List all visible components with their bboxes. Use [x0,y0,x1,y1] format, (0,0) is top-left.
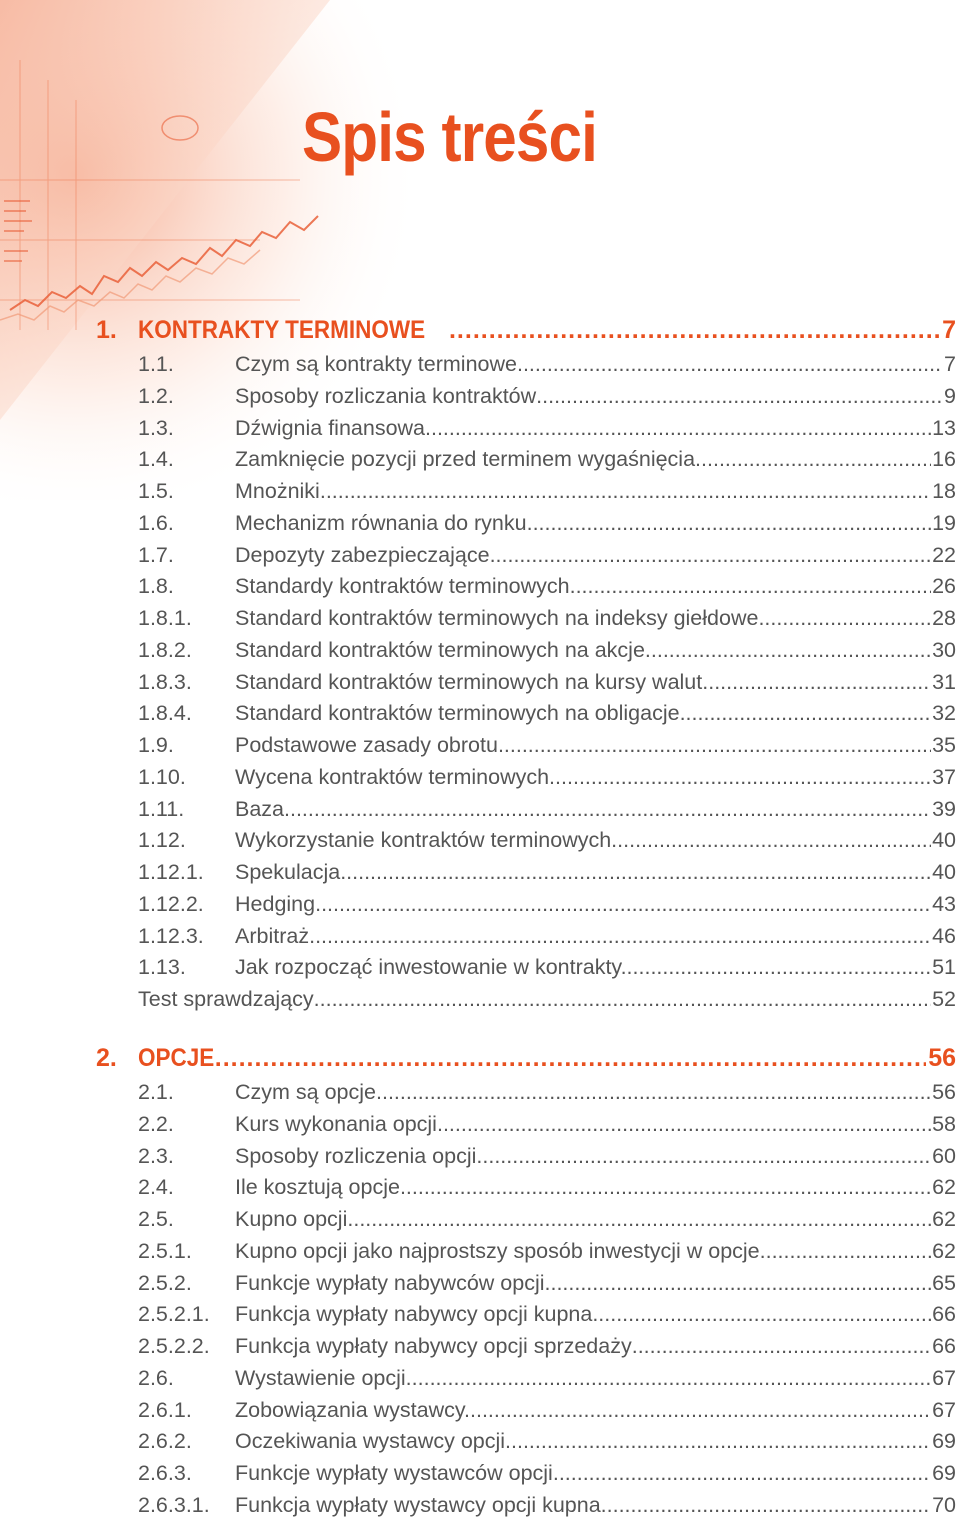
dot-leader [686,701,932,726]
toc-entry[interactable] [138,1302,956,1334]
section-number: 1.11. [138,796,185,821]
section-title: Dźwignia finansowa [235,415,426,440]
toc-entry[interactable] [138,1207,956,1239]
dot-leader [592,1302,931,1327]
dot-leader [412,1366,931,1391]
section-page-number: 32 [932,701,956,726]
dot-leader [315,892,931,917]
section-title: Funkcja wypłaty wystawcy opcji kupna [235,1492,601,1517]
section-number: 2.5. [138,1207,174,1231]
section-title: Funkcje wypłaty wystawców opcji [235,1461,553,1485]
section-number: 1.12.1. [138,860,204,884]
dot-leader [314,987,931,1012]
dot-leader [315,924,931,949]
dot-leader [517,352,943,377]
section-page-number: 66 [932,1334,956,1358]
section-title: Funkcja wypłaty nabywcy opcji kupna [235,1302,593,1327]
section-page-number: 56 [932,1080,956,1104]
toc-entry[interactable] [138,701,956,733]
dot-leader [617,828,931,853]
dot-leader [555,765,931,790]
section-number: 2.5.2. [138,1270,192,1295]
page-title: Spis treści [302,98,598,176]
section-number: 2.1. [138,1080,174,1104]
dot-leader [651,638,931,663]
dot-leader [449,316,940,345]
section-title: Sposoby rozliczania kontraktów [235,383,537,408]
section-title: Czym są opcje. [235,1080,382,1104]
section-title: Podstawowe zasady obrotu [235,733,498,757]
section-page-number: 22 [932,542,956,567]
section-title: Sposoby rozliczenia opcji. [235,1143,483,1168]
section-title: Standard kontraktów terminowych na indeksy giełdowe [235,606,759,630]
section-number: 1.6. [138,510,174,535]
section-number: 1.2. [138,383,174,408]
toc-entry[interactable] [138,447,956,479]
toc-entry[interactable] [138,765,956,797]
section-number: 1.12.3. [138,923,204,948]
section-number: 1.9. [138,733,174,757]
dot-leader [632,1334,931,1359]
dot-leader [536,384,943,409]
section-number: 2.6. [138,1365,174,1390]
section-page-number: 65 [932,1270,956,1295]
toc-entry[interactable] [138,1239,956,1271]
section-number: 1.8.1. [138,606,192,630]
section-number: 2.5.2.2. [138,1334,210,1358]
section-number: 2.6.2. [138,1429,192,1454]
dot-leader [215,1044,926,1073]
dot-leader [437,1112,931,1137]
chapter-title: KONTRAKTY TERMINOWE [138,316,426,344]
section-title: Standard kontraktów terminowych na kursy walut [235,669,703,694]
dot-leader [702,670,931,695]
dot-leader [550,1271,931,1296]
toc-entry[interactable] [138,543,956,575]
section-number: 2.6.3. [138,1461,192,1485]
section-page-number: 46 [932,923,956,948]
section-number: 1.10. [138,764,186,789]
toc-entry[interactable] [138,1461,956,1493]
section-number: 1.8.2. [138,637,192,662]
section-page-number: 67 [932,1397,956,1422]
section-page-number: 69 [932,1429,956,1454]
toc-entry[interactable] [138,955,956,987]
section-page-number: 52 [932,987,956,1011]
section-title: Mechanizm równania do rynku. [235,510,533,535]
section-title: Ile kosztują opcje [235,1175,400,1200]
dot-leader [601,1493,931,1518]
toc-entry[interactable] [138,924,956,956]
section-page-number: 9 [944,383,956,408]
toc-entry[interactable] [138,1366,956,1398]
dot-leader [400,1175,931,1200]
section-page-number: 19 [932,510,956,535]
dot-leader [340,860,931,885]
section-page-number: 60 [932,1143,956,1168]
section-title: Standard kontraktów terminowych na obligacje. [235,701,686,726]
section-title: Zamknięcie pozycji przed terminem wygaśnięcia [235,447,696,472]
section-number: 2.5.1. [138,1238,192,1263]
toc-entry[interactable] [138,797,956,829]
section-number: 1.8.4. [138,701,192,726]
section-title: Czym są kontrakty terminowe [235,352,517,376]
section-page-number: 40 [932,860,956,884]
dot-leader [570,574,931,599]
toc-entry[interactable] [138,1144,956,1176]
toc-entry[interactable] [138,1271,956,1303]
section-page-number: 31 [932,669,956,694]
section-page-number: 62 [932,1207,956,1231]
dot-leader [553,1461,931,1486]
section-page-number: 37 [932,764,956,789]
dot-leader [627,955,932,980]
toc-entry[interactable] [138,416,956,448]
section-title: Kupno opcji jako najprostszy sposób inwestycji w opcje. [235,1238,766,1263]
toc-entry[interactable] [138,1175,956,1207]
chapter-number: 1. [96,316,117,344]
section-title: Zobowiązania wystawcy. [235,1397,470,1422]
section-page-number: 26 [932,574,956,599]
section-page-number: 58 [932,1111,956,1136]
section-number: 1.12. [138,828,186,853]
section-page-number: 69 [932,1461,956,1485]
section-page-number: 67 [932,1365,956,1390]
section-number: 1.5. [138,479,174,503]
dot-leader [425,416,931,441]
section-page-number: 62 [932,1238,956,1263]
section-title: Spekulacja [235,860,341,884]
section-number: 1.12.2. [138,891,204,916]
section-title: Baza [235,796,285,821]
section-page-number: 39 [932,796,956,821]
toc-entry[interactable] [138,670,956,702]
section-page-number: 28 [932,606,956,630]
dot-leader [284,797,931,822]
section-number: 1.8.3. [138,669,192,694]
section-number: 2.2. [138,1111,174,1136]
section-number: 2.6.1. [138,1397,192,1422]
toc-entry[interactable] [138,638,956,670]
section-page-number: 13 [932,415,956,440]
toc-entry[interactable] [138,1398,956,1430]
section-page-number: 66 [932,1302,956,1327]
toc-entry[interactable] [138,828,956,860]
section-number: 2.5.2.1. [138,1302,210,1327]
section-title: Test sprawdzający [138,987,314,1011]
toc-entry[interactable] [138,1493,956,1525]
section-title: Mnożniki [235,479,320,503]
dot-leader [470,1398,931,1423]
section-number: 2.3. [138,1143,174,1168]
section-number: 1.3. [138,415,174,440]
toc-entry[interactable] [138,987,956,1019]
chapter-heading[interactable] [96,1044,956,1078]
section-page-number: 43 [932,891,956,916]
dot-leader [347,1207,931,1232]
toc-entry[interactable] [138,733,956,765]
section-title: Standard kontraktów terminowych na akcje. [235,637,651,662]
section-title: Jak rozpocząć inwestowanie w kontrakty. [235,955,627,980]
section-title: Funkcje wypłaty nabywców opcji. [235,1270,551,1295]
toc-entry[interactable] [138,1334,956,1366]
toc-entry[interactable] [138,352,956,384]
section-number: 1.13. [138,955,186,980]
section-title: Funkcja wypłaty nabywcy opcji sprzedaży [235,1334,632,1358]
section-title: Arbitraż. [235,923,316,948]
dot-leader [766,1239,931,1264]
section-page-number: 70 [932,1492,956,1517]
dot-leader [382,1080,931,1105]
section-title: Wystawienie opcji. [235,1365,412,1390]
section-title: Depozyty zabezpieczające [235,542,490,567]
dot-leader [533,511,932,536]
section-page-number: 51 [932,955,956,980]
section-title: Wykorzystanie kontraktów terminowych. [235,828,618,853]
dot-leader [695,447,931,472]
section-title: Hedging [235,891,316,916]
section-page-number: 40 [932,828,956,853]
chapter-title: OPCJE [138,1044,215,1072]
section-page-number: 35 [932,733,956,757]
dot-leader [498,733,931,758]
section-page-number: 30 [932,637,956,662]
chapter-number: 2. [96,1044,117,1072]
section-number: 1.1. [138,352,174,376]
section-number: 2.6.3.1. [138,1492,210,1517]
toc-entry[interactable] [138,860,956,892]
toc-entry[interactable] [138,574,956,606]
chapter-page-number: 56 [928,1044,956,1072]
section-number: 1.8. [138,574,174,599]
section-title: Standardy kontraktów terminowych [235,574,570,599]
dot-leader [505,1429,931,1454]
dot-leader [320,479,931,504]
toc-entry[interactable] [138,1112,956,1144]
dot-leader [482,1144,931,1169]
chapter-heading[interactable] [96,316,956,350]
chapter-page-number: 7 [942,316,956,344]
toc-entry[interactable] [138,1429,956,1461]
toc-entry[interactable] [138,1080,956,1112]
section-page-number: 18 [932,479,956,503]
section-title: Kurs wykonania opcji [235,1111,437,1136]
section-page-number: 7 [944,352,956,376]
dot-leader [758,606,931,631]
toc-entry[interactable] [138,892,956,924]
section-number: 1.7. [138,542,174,567]
section-page-number: 62 [932,1175,956,1200]
section-number: 1.4. [138,447,174,472]
section-title: Oczekiwania wystawcy opcji [235,1429,506,1454]
toc-entry[interactable] [138,511,956,543]
section-title: Kupno opcji [235,1207,348,1231]
toc-entry[interactable] [138,606,956,638]
toc-entry[interactable] [138,479,956,511]
toc-entry[interactable] [138,384,956,416]
section-page-number: 16 [932,447,956,472]
dot-leader [490,543,932,568]
section-title: Wycena kontraktów terminowych. [235,764,556,789]
section-number: 2.4. [138,1175,174,1200]
